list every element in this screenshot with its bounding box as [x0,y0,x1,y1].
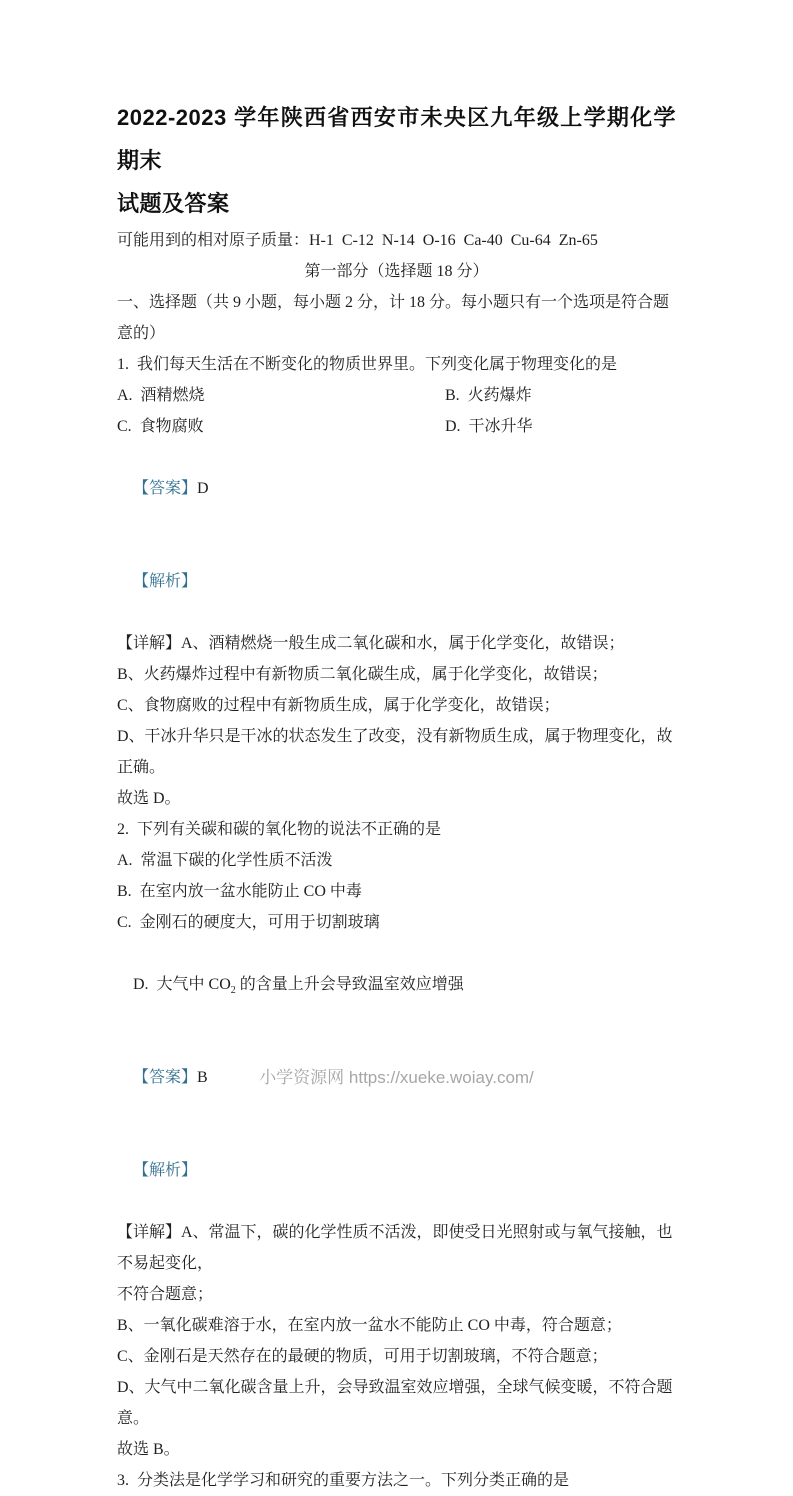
q2-detail-line-1: 【详解】A、常温下，碳的化学性质不活泼，即使受日光照射或与氧气接触，也不易起变化， [117,1224,673,1272]
q1-options-row-2 [117,411,676,442]
q1-stem: 1. 我们每天生活在不断变化的物质世界里。下列变化属于物理变化的是 [117,356,618,373]
page-title-line-1: 2022-2023 学年陕西省西安市未央区九年级上学期化学期末 [117,105,676,173]
q1-conclusion: 故选 D。 [117,790,181,807]
q1-analysis-line [117,535,676,628]
q2-detail-line-3: B、一氧化碳难溶于水，在室内放一盆水不能防止 CO 中毒，符合题意； [117,1317,622,1334]
q2-option-d-text-tail: 的含量上升会导致温室效应增强 [235,976,464,993]
atomic-mass-note: 可能用到的相对原子质量：H-1 C-12 N-14 O-16 Ca-40 Cu-64 Zn-65 [117,232,598,249]
q2-analysis-line [117,1124,676,1217]
part-header: 第一部分（选择题 18 分） [304,263,489,280]
q2-option-d [117,938,676,1031]
q2-answer-label: 【答案】 [133,1069,198,1086]
q2-analysis-label: 【解析】 [133,1162,198,1179]
q1-answer-line [117,442,676,535]
q1-detail-line-4: D、干冰升华只是干冰的状态发生了改变，没有新物质生成，属于物理变化，故正确。 [117,728,673,776]
page-title [117,96,676,225]
q2-option-b: B. 在室内放一盆水能防止 CO 中毒 [117,883,362,900]
q2-option-a: A. 常温下碳的化学性质不活泼 [117,852,333,869]
q1-answer-label: 【答案】 [133,480,198,497]
q3-stem: 3. 分类法是化学学习和研究的重要方法之一。下列分类正确的是 [117,1472,570,1489]
q2-detail-line-5: D、大气中二氧化碳含量上升，会导致温室效应增强，全球气候变暖，不符合题意。 [117,1379,673,1427]
q2-detail-line-4: C、金刚石是天然存在的最硬的物质，可用于切割玻璃，不符合题意； [117,1348,608,1365]
footer-watermark [0,1066,793,1090]
q1-detail-line-3: C、食物腐败的过程中有新物质生成，属于化学变化，故错误； [117,697,560,714]
q1-answer-value: D [197,480,209,497]
section-heading: 一、选择题（共 9 小题，每小题 2 分，计 18 分。每小题只有一个选项是符合题意的） [117,294,670,342]
q1-option-d: D. 干冰升华 [445,418,533,435]
page-title-line-2: 试题及答案 [117,191,230,216]
q2-option-d-text: D. 大气中 CO [133,976,231,993]
q2-conclusion: 故选 B。 [117,1441,180,1458]
q2-answer-value: B [197,1069,208,1086]
footer-watermark-text: 小学资源网 https://xueke.woiay.com/ [259,1068,534,1087]
q2-option-d-subscript: 2 [230,985,236,997]
q2-option-c: C. 金刚石的硬度大，可用于切割玻璃 [117,914,380,931]
q1-option-b: B. 火药爆炸 [445,387,532,404]
q2-stem: 2. 下列有关碳和碳的氧化物的说法不正确的是 [117,821,442,838]
q1-analysis-label: 【解析】 [133,573,198,590]
q1-detail-line-1: 【详解】A、酒精燃烧一般生成二氧化碳和水，属于化学变化，故错误； [117,635,625,652]
q2-detail-line-2: 不符合题意； [117,1286,214,1303]
q1-options-row-1 [117,380,676,411]
q1-option-a: A. 酒精燃烧 [117,387,205,404]
q1-detail-line-2: B、火药爆炸过程中有新物质二氧化碳生成，属于化学变化，故错误； [117,666,608,683]
q1-option-c: C. 食物腐败 [117,418,204,435]
